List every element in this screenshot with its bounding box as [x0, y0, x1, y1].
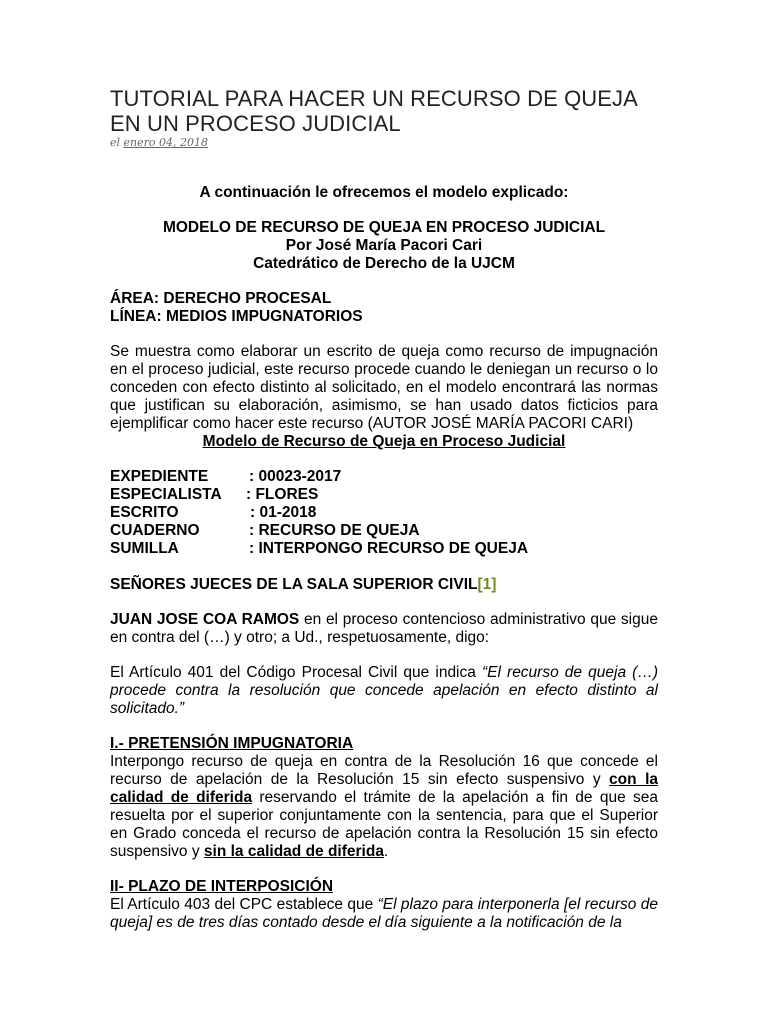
area-label: ÁREA: DERECHO PROCESAL	[110, 290, 332, 307]
post-date	[110, 136, 658, 149]
field-value: : 01-2018	[250, 504, 317, 521]
case-field-sumilla	[110, 540, 658, 558]
case-field-cuaderno	[110, 522, 658, 540]
case-fields	[110, 468, 658, 558]
addressee-text: SEÑORES JUECES DE LA SALA SUPERIOR CIVIL	[110, 576, 478, 593]
section2-quote: “El plazo para interponerla [el recurso de queja] es de tres días contado desde el día siguiente a la notificación de la	[110, 896, 658, 931]
date-link[interactable]: enero 04, 2018	[123, 136, 208, 149]
field-value: : INTERPONGO RECURSO DE QUEJA	[249, 540, 529, 557]
field-label: CUADERNO	[110, 522, 200, 539]
petitioner-paragraph	[110, 611, 658, 647]
section1-paragraph	[110, 753, 658, 861]
field-label: ESCRITO	[110, 504, 179, 521]
field-value: : 00023-2017	[249, 468, 342, 485]
section2-paragraph	[110, 896, 658, 932]
area-block	[110, 290, 658, 326]
date-prefix: el	[110, 136, 121, 149]
article-401-prefix: El Artículo 401 del Código Procesal Civil que indica	[110, 664, 482, 681]
section1-part3: .	[383, 843, 389, 860]
case-field-expediente	[110, 468, 658, 486]
case-field-especialista	[110, 486, 658, 504]
section1-emphasis2: sin la calidad de diferida	[203, 843, 384, 860]
page-title: TUTORIAL PARA HACER UN RECURSO DE QUEJA EN UN PROCESO JUDICIAL	[110, 86, 637, 136]
addressee	[110, 576, 658, 594]
intro-text: A continuación le ofrecemos el modelo explicado:	[199, 184, 569, 201]
section1-emphasis1: con la calidad de diferida	[110, 771, 659, 806]
model-heading-line2: Por José María Pacori Cari	[285, 237, 483, 254]
article-401-paragraph	[110, 664, 658, 718]
section1-part1: Interpongo recurso de queja en contra de la Resolución 16 que concede el recurso de apelación de la Resolución 15 sin efecto suspensivo y	[110, 753, 658, 788]
field-label: SUMILLA	[110, 540, 179, 557]
field-value: : FLORES	[246, 486, 319, 503]
field-value: : RECURSO DE QUEJA	[249, 522, 420, 539]
field-label: ESPECIALISTA	[110, 486, 222, 503]
section1-heading: I.- PRETENSIÓN IMPUGNATORIA	[110, 735, 354, 752]
linea-label: LÍNEA: MEDIOS IMPUGNATORIOS	[110, 308, 363, 325]
section2-heading: II- PLAZO DE INTERPOSICIÓN	[110, 878, 334, 895]
petitioner-name: JUAN JOSE COA RAMOS	[110, 611, 300, 628]
model-subtitle: Modelo de Recurso de Queja en Proceso Judicial	[202, 433, 566, 450]
model-heading	[110, 219, 658, 273]
description-paragraph: Se muestra como elaborar un escrito de queja como recurso de impugnación en el proceso judicial, este recurso procede cuando le deniegan un recurso o lo conceden con efecto distinto al solicitado, en el modelo encontrará las normas que justifican su elaboración, asimismo, se han usado datos ficticios para ejemplificar como hacer este recurso (AUTOR JOSÉ MARÍA PACORI CARI)	[110, 343, 658, 432]
document-content	[110, 86, 658, 932]
section2-prefix: El Artículo 403 del CPC establece que	[110, 896, 378, 913]
footnote-link[interactable]: [1]	[477, 576, 497, 593]
model-heading-line1: MODELO DE RECURSO DE QUEJA EN PROCESO JUDICIAL	[162, 219, 606, 236]
section1-part2: reservando el trámite de la apelación a fin de que sea resuelta por el superior conjuntamente con la sentencia, para que el Superior en Grado conceda el recurso de apelación contra la Resolución 15 sin efecto suspensivo y	[110, 789, 658, 860]
petitioner-text: en el proceso contencioso administrativo que sigue en contra del (…) y otro; a Ud., respetuosamente, digo:	[110, 611, 658, 646]
article-401-quote: “El recurso de queja (…) procede contra la resolución que concede apelación en efecto distinto al solicitado.”	[110, 664, 659, 717]
model-heading-line3: Catedrático de Derecho de la UJCM	[253, 255, 515, 272]
field-label: EXPEDIENTE	[110, 468, 209, 485]
case-field-escrito	[110, 504, 658, 522]
